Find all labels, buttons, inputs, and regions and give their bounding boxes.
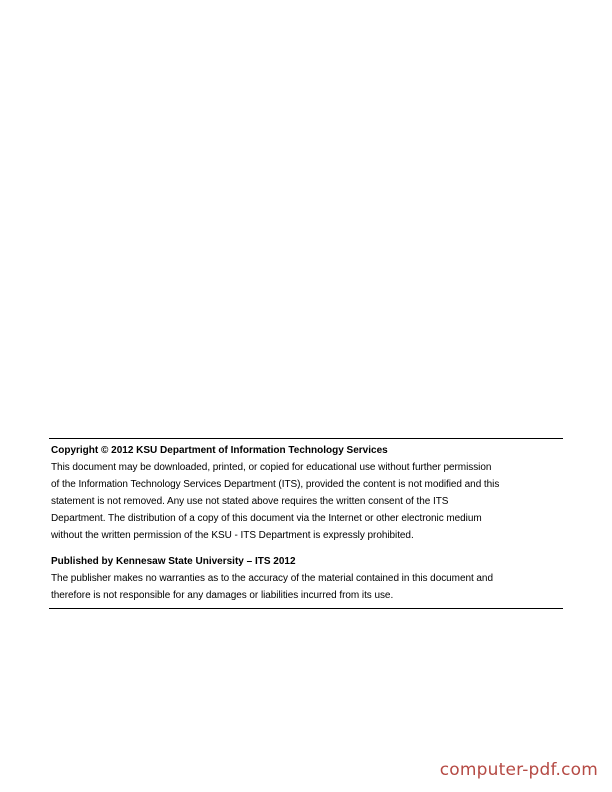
publisher-section <box>51 554 561 604</box>
copyright-text-line: statement is not removed. Any use not stated above requires the written consent of the ITS <box>51 496 449 507</box>
copyright-notice-block <box>49 438 563 609</box>
publisher-text-line: therefore is not responsible for any damages or liabilities incurred from its use. <box>51 590 394 601</box>
site-watermark: computer-pdf.com <box>439 760 598 780</box>
publisher-heading: Published by Kennesaw State University – ITS 2012 <box>51 556 296 567</box>
publisher-text-line: The publisher makes no warranties as to the accuracy of the material contained in this document and <box>51 573 493 584</box>
copyright-text-line: of the Information Technology Services Department (ITS), provided the content is not modified and this <box>51 479 500 490</box>
copyright-heading: Copyright © 2012 KSU Department of Information Technology Services <box>51 445 388 456</box>
copyright-text-line: Department. The distribution of a copy of this document via the Internet or other electronic medium <box>51 513 482 524</box>
copyright-text-line: This document may be downloaded, printed, or copied for educational use without further permission <box>51 462 492 473</box>
copyright-text-line: without the written permission of the KSU - ITS Department is expressly prohibited. <box>51 530 414 541</box>
copyright-section <box>51 443 561 544</box>
